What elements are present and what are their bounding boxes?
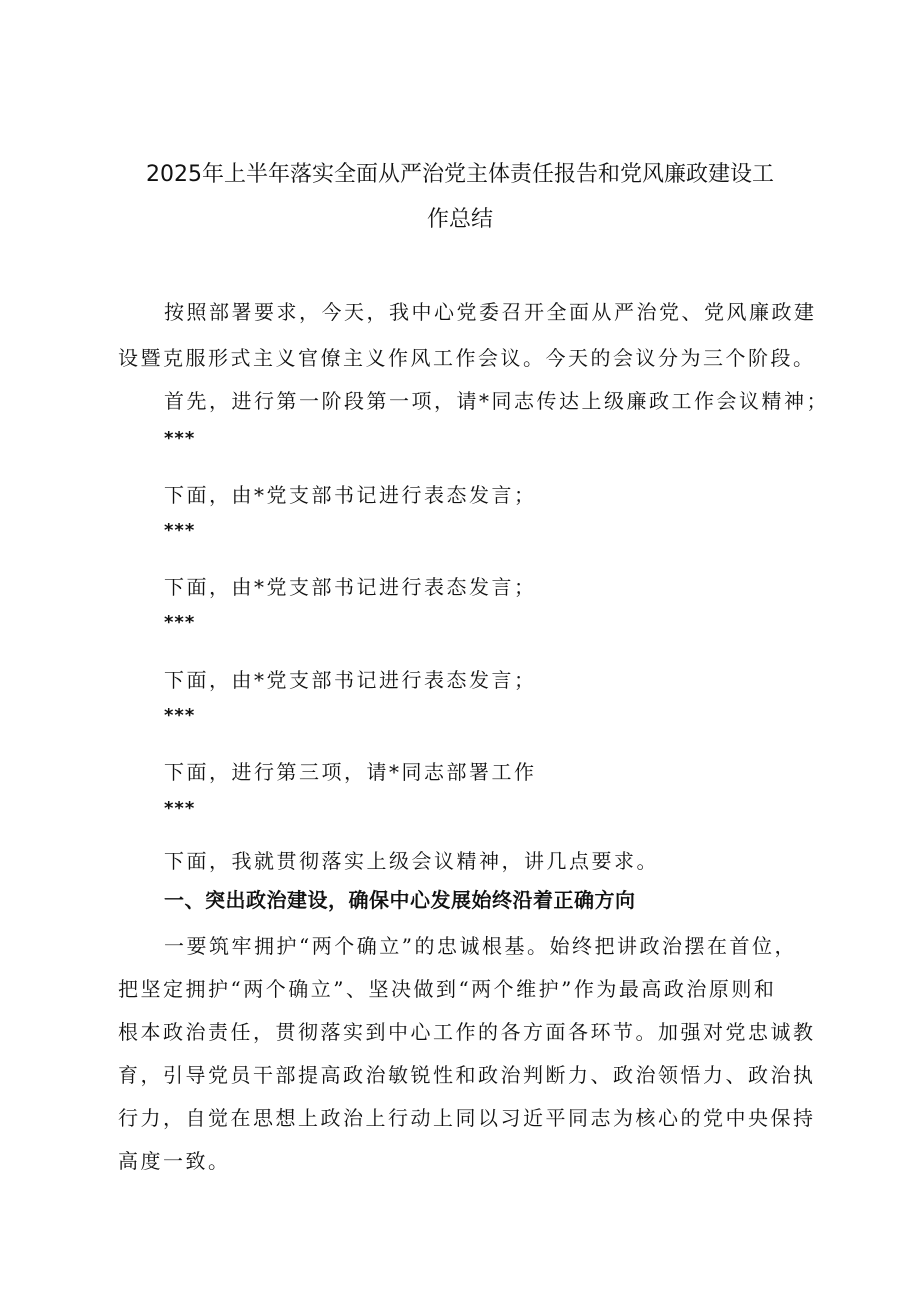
section-heading-1: 一、突出政治建设，确保中心发展始终沿着正确方向 xyxy=(164,888,636,912)
document-title-line-1: 2025年上半年落实全面从严治党主体责任报告和党风廉政建设工 xyxy=(146,162,774,187)
placeholder-stars: *** xyxy=(164,798,196,819)
paragraph-1-line-1: 一要筑牢拥护“两个确立”的忠诚根基。始终把讲政治摆在首位， xyxy=(164,934,797,958)
step-5: 下面，进行第三项，请*同志部署工作 xyxy=(164,760,537,784)
placeholder-stars: *** xyxy=(164,428,196,449)
step-1: 首先，进行第一阶段第一项，请*同志传达上级廉政工作会议精神； xyxy=(164,389,829,413)
placeholder-stars: *** xyxy=(164,612,196,633)
paragraph-1-line-5: 行力，自觉在思想上政治上行动上同以习近平同志为核心的党中央保持 xyxy=(118,1106,816,1130)
document-title-line-2: 作总结 xyxy=(426,207,493,232)
intro-line-2: 设暨克服形式主义官僚主义作风工作会议。今天的会议分为三个阶段。 xyxy=(118,346,816,370)
paragraph-1-line-2: 把坚定拥护“两个确立”、坚决做到“两个维护”作为最高政治原则和 xyxy=(118,977,777,1001)
step-2: 下面，由*党支部书记进行表态发言； xyxy=(164,483,537,507)
placeholder-stars: *** xyxy=(164,520,196,541)
step-4: 下面，由*党支部书记进行表态发言； xyxy=(164,668,537,692)
placeholder-stars: *** xyxy=(164,705,196,726)
step-6: 下面，我就贯彻落实上级会议精神，讲几点要求。 xyxy=(164,849,659,873)
paragraph-1-line-4: 育，引导党员干部提高政治敏锐性和政治判断力、政治领悟力、政治执 xyxy=(118,1063,816,1087)
intro-line-1: 按照部署要求，今天，我中心党委召开全面从严治党、党风廉政建 xyxy=(164,300,817,324)
step-3: 下面，由*党支部书记进行表态发言； xyxy=(164,575,537,599)
paragraph-1-line-3: 根本政治责任，贯彻落实到中心工作的各方面各环节。加强对党忠诚教 xyxy=(118,1020,816,1044)
paragraph-1-line-6: 高度一致。 xyxy=(118,1149,231,1173)
